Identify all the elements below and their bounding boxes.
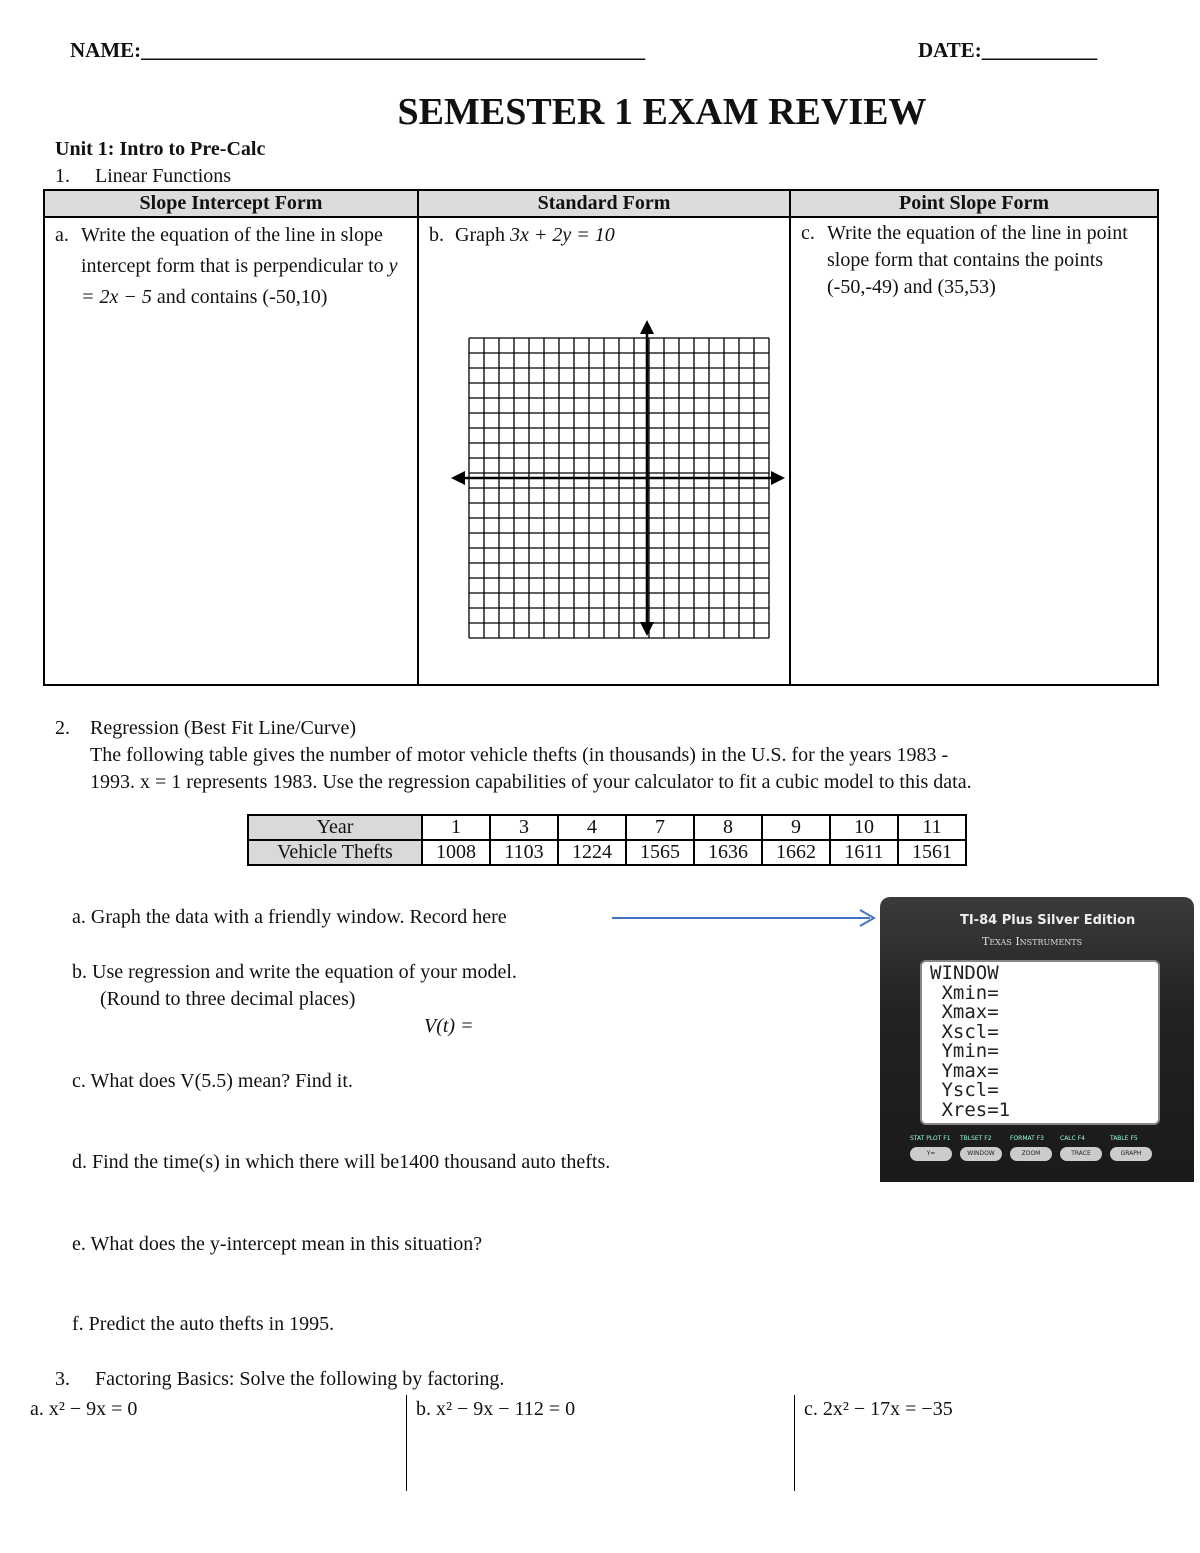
q2d-text: d. Find the time(s) in which there will be1400 thousand auto thefts. bbox=[72, 1151, 611, 1173]
q1-title: Linear Functions bbox=[95, 165, 232, 187]
theft-cell: 1636 bbox=[694, 840, 762, 865]
x-axis-left-arrow-icon bbox=[451, 471, 465, 485]
q1b-letter: b. bbox=[429, 224, 444, 246]
screen-line: WINDOW bbox=[930, 962, 999, 984]
q2a-text: a. Graph the data with a friendly window. Record here bbox=[72, 906, 507, 928]
calc-key-label: CALC F4 bbox=[1060, 1135, 1086, 1142]
q3-number: 3. bbox=[55, 1368, 70, 1390]
cell-question-a[interactable] bbox=[44, 217, 418, 685]
header-point-slope: Point Slope Form bbox=[790, 190, 1158, 217]
q2b-text: b. Use regression and write the equation of your model. bbox=[72, 961, 517, 983]
calculator-keys bbox=[910, 1147, 1152, 1161]
calc-key-zoom[interactable]: ZOOM bbox=[1010, 1147, 1052, 1161]
calc-key-label: STAT PLOT F1 bbox=[910, 1135, 951, 1142]
year-cell: 4 bbox=[558, 815, 626, 840]
q3a-problem: a. x² − 9x = 0 bbox=[30, 1398, 138, 1420]
calculator-screen bbox=[920, 960, 1160, 1125]
year-cell: 9 bbox=[762, 815, 830, 840]
header-slope-intercept: Slope Intercept Form bbox=[44, 190, 418, 217]
date-field[interactable]: DATE:___________ bbox=[918, 38, 1098, 62]
calc-key-label: FORMAT F3 bbox=[1010, 1135, 1044, 1142]
arrow-right-icon bbox=[612, 906, 880, 930]
calc-key-trace[interactable]: TRACE bbox=[1060, 1147, 1102, 1161]
year-cell: 7 bbox=[626, 815, 694, 840]
name-field[interactable]: NAME:________________________________________________ bbox=[70, 38, 646, 62]
theft-cell: 1561 bbox=[898, 840, 966, 865]
coordinate-grid[interactable] bbox=[449, 318, 789, 640]
y-axis-up-arrow-icon bbox=[640, 320, 654, 334]
calc-key-label: TBLSET F2 bbox=[960, 1135, 992, 1142]
q3-title: Factoring Basics: Solve the following by factoring. bbox=[95, 1368, 505, 1390]
q1a-letter: a. bbox=[55, 224, 69, 246]
year-cell: 11 bbox=[898, 815, 966, 840]
q2b-equation-field[interactable]: V(t) = bbox=[424, 1015, 474, 1037]
theft-cell: 1008 bbox=[422, 840, 490, 865]
screen-line: Ymax= bbox=[930, 1059, 999, 1082]
cell-question-c[interactable] bbox=[790, 217, 1158, 685]
screen-line: Xres=1 bbox=[930, 1098, 1011, 1121]
cell-question-b[interactable] bbox=[418, 217, 790, 685]
page-title: SEMESTER 1 EXAM REVIEW bbox=[397, 91, 927, 133]
q1c-letter: c. bbox=[801, 222, 815, 244]
screen-line: Yscl= bbox=[930, 1079, 999, 1101]
x-axis-right-arrow-icon bbox=[771, 471, 785, 485]
q3c-problem: c. 2x² − 17x = −35 bbox=[804, 1398, 953, 1420]
screen-line: Xmin= bbox=[930, 981, 999, 1004]
q2f-text: f. Predict the auto thefts in 1995. bbox=[72, 1313, 335, 1335]
unit-heading: Unit 1: Intro to Pre-Calc bbox=[55, 138, 266, 160]
q3b-problem: b. x² − 9x − 112 = 0 bbox=[416, 1398, 576, 1420]
year-cell: 1 bbox=[422, 815, 490, 840]
regression-data-table bbox=[247, 814, 967, 866]
theft-cell: 1103 bbox=[490, 840, 558, 865]
calc-key-graph[interactable]: GRAPH bbox=[1110, 1147, 1152, 1161]
q1c-text: Write the equation of the line in point slope form that contains the points (-50,-49) and (35,53) bbox=[827, 222, 1128, 298]
theft-cell: 1662 bbox=[762, 840, 830, 865]
year-cell: 3 bbox=[490, 815, 558, 840]
screen-line: Xscl= bbox=[930, 1020, 999, 1043]
calc-key-label: TABLE F5 bbox=[1110, 1135, 1138, 1142]
screen-line: Ymin= bbox=[930, 1040, 999, 1062]
calc-key-window[interactable]: WINDOW bbox=[960, 1147, 1002, 1161]
y-axis-down-arrow-icon bbox=[640, 622, 654, 636]
calculator-brand: TI-84 Plus Silver Edition bbox=[960, 913, 1136, 928]
q2b-rounding: (Round to three decimal places) bbox=[100, 988, 356, 1010]
q2e-text: e. What does the y-intercept mean in this situation? bbox=[72, 1233, 483, 1255]
header-standard-form: Standard Form bbox=[418, 190, 790, 217]
calc-key-y-[interactable]: Y= bbox=[910, 1147, 952, 1161]
year-cell: 8 bbox=[694, 815, 762, 840]
theft-cell: 1611 bbox=[830, 840, 898, 865]
q2c-text: c. What does V(5.5) mean? Find it. bbox=[72, 1070, 353, 1092]
q2-title: Regression (Best Fit Line/Curve) bbox=[90, 717, 357, 739]
q1b-text: Graph 3x + 2y = 10 bbox=[455, 224, 615, 246]
q2-number: 2. bbox=[55, 717, 70, 739]
linear-functions-table bbox=[43, 189, 1159, 686]
calculator-maker: Texas Instruments bbox=[982, 935, 1083, 948]
year-row bbox=[248, 815, 966, 840]
year-cell: 10 bbox=[830, 815, 898, 840]
thefts-row bbox=[248, 840, 966, 865]
screen-line: Xmax= bbox=[930, 1001, 999, 1023]
theft-cell: 1565 bbox=[626, 840, 694, 865]
q1a-equation: y = 2x − 5 bbox=[81, 255, 398, 308]
year-row-label: Year bbox=[248, 815, 422, 840]
divider bbox=[794, 1395, 795, 1491]
q2-intro-line2: 1993. x = 1 represents 1983. Use the regression capabilities of your calculator to fit a cubic model to this data. bbox=[90, 771, 972, 793]
calculator-window-screen bbox=[880, 897, 1194, 1182]
q1b-equation: 3x + 2y = 10 bbox=[509, 224, 615, 246]
q1-number: 1. bbox=[55, 165, 70, 187]
theft-cell: 1224 bbox=[558, 840, 626, 865]
divider bbox=[406, 1395, 407, 1491]
q1a-text: Write the equation of the line in slope intercept form that is perpendicular to y = 2x − 5 and contains (-50,10) bbox=[81, 224, 398, 308]
q2-intro-line1: The following table gives the number of motor vehicle thefts (in thousands) in the U.S. for the years 1983 - bbox=[90, 744, 949, 766]
thefts-row-label: Vehicle Thefts bbox=[248, 840, 422, 865]
